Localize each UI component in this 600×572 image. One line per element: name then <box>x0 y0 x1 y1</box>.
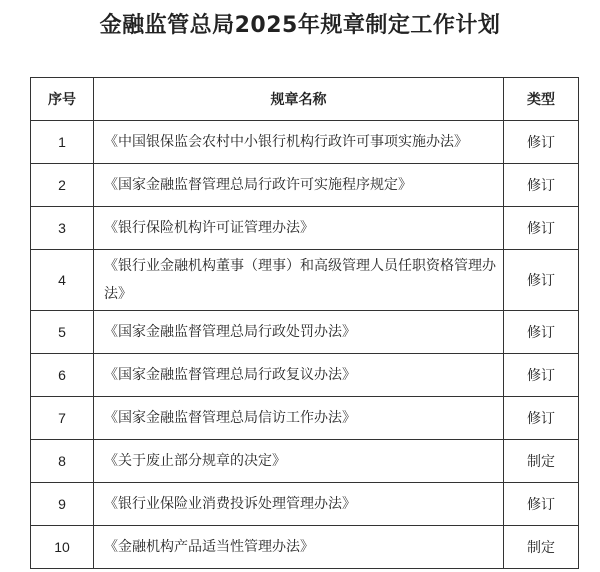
row-index: 6 <box>31 354 94 397</box>
row-index: 9 <box>31 483 94 526</box>
table-row <box>31 483 579 526</box>
table-row <box>31 121 579 164</box>
regulation-name: 《中国银保监会农村中小银行机构行政许可事项实施办法》 <box>94 121 504 164</box>
row-index: 8 <box>31 440 94 483</box>
column-header-index: 序号 <box>31 78 94 121</box>
row-index: 1 <box>31 121 94 164</box>
regulation-name: 《银行保险机构许可证管理办法》 <box>94 207 504 250</box>
regulation-name: 《国家金融监督管理总局行政处罚办法》 <box>94 311 504 354</box>
regulation-type: 修订 <box>504 121 579 164</box>
regulation-type: 修订 <box>504 397 579 440</box>
regulation-name: 《银行业金融机构董事（理事）和高级管理人员任职资格管理办法》 <box>94 250 504 311</box>
regulation-type: 修订 <box>504 250 579 311</box>
regulation-name: 《国家金融监督管理总局信访工作办法》 <box>94 397 504 440</box>
table-row <box>31 207 579 250</box>
regulation-type: 修订 <box>504 354 579 397</box>
regulation-type: 修订 <box>504 483 579 526</box>
row-index: 2 <box>31 164 94 207</box>
regulation-type: 修订 <box>504 207 579 250</box>
table-row <box>31 311 579 354</box>
regulation-type: 制定 <box>504 440 579 483</box>
table-row <box>31 354 579 397</box>
table-header-row <box>31 78 579 121</box>
regulation-name: 《国家金融监督管理总局行政复议办法》 <box>94 354 504 397</box>
table-row <box>31 526 579 569</box>
regulation-name: 《国家金融监督管理总局行政许可实施程序规定》 <box>94 164 504 207</box>
page-title: 金融监管总局2025年规章制定工作计划 <box>99 13 501 38</box>
regulation-table <box>30 77 579 569</box>
table-row <box>31 440 579 483</box>
row-index: 4 <box>31 250 94 311</box>
regulation-type: 制定 <box>504 526 579 569</box>
row-index: 10 <box>31 526 94 569</box>
table-row <box>31 397 579 440</box>
regulation-name: 《金融机构产品适当性管理办法》 <box>94 526 504 569</box>
regulation-type: 修订 <box>504 311 579 354</box>
regulation-name: 《关于废止部分规章的决定》 <box>94 440 504 483</box>
column-header-name: 规章名称 <box>94 78 504 121</box>
row-index: 3 <box>31 207 94 250</box>
row-index: 7 <box>31 397 94 440</box>
table-row <box>31 250 579 311</box>
column-header-type: 类型 <box>504 78 579 121</box>
regulation-type: 修订 <box>504 164 579 207</box>
regulation-name: 《银行业保险业消费投诉处理管理办法》 <box>94 483 504 526</box>
row-index: 5 <box>31 311 94 354</box>
table-row <box>31 164 579 207</box>
